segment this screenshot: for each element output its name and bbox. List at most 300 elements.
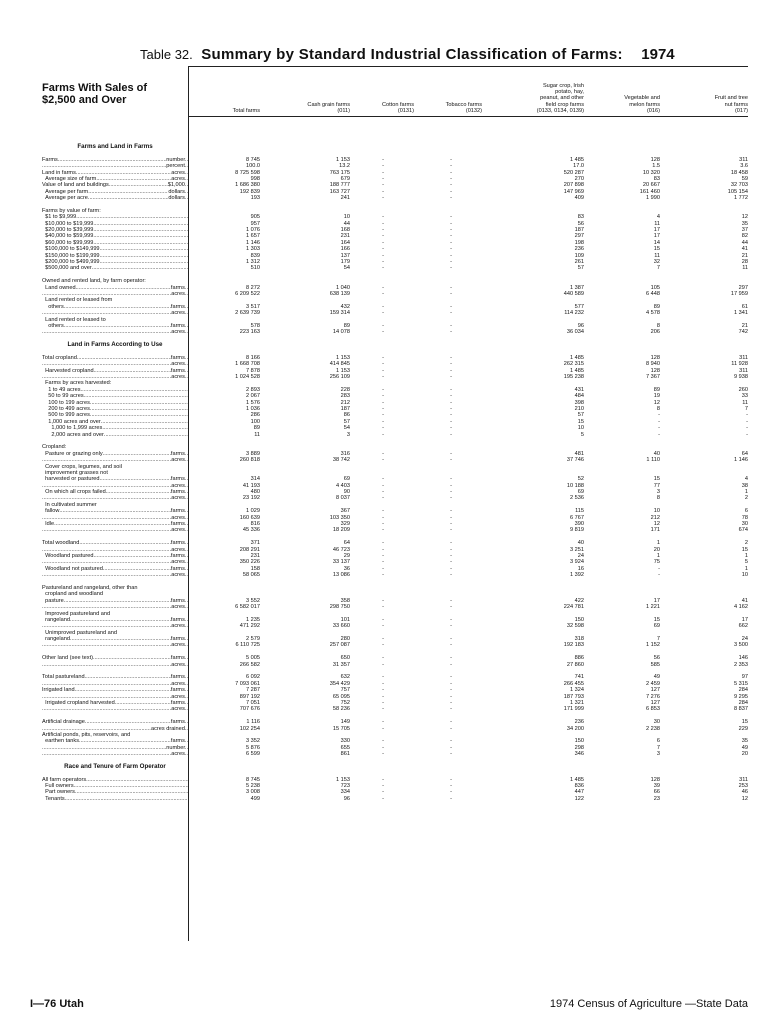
row-label: $1 to $9,999 — [42, 214, 77, 221]
table-cell: - — [382, 163, 384, 170]
column-header-line: (016) — [646, 107, 660, 114]
table-cell: 168 — [340, 227, 350, 234]
table-cell: 128 — [650, 776, 660, 783]
leader-dots — [42, 527, 171, 533]
table-cell: - — [450, 252, 452, 259]
row-label: Land rented or leased from — [42, 297, 113, 304]
table-cell: 206 — [650, 329, 660, 336]
table-cell: 5 876 — [246, 744, 260, 751]
column-header-line: Cotton farms — [381, 101, 414, 108]
table-cell: 1 772 — [734, 195, 748, 202]
table-cell: - — [382, 642, 384, 649]
table-cell: 57 — [577, 265, 584, 272]
table-cell: 158 — [250, 565, 260, 572]
row-label: Land in farms — [42, 169, 76, 176]
table-cell: - — [382, 412, 384, 419]
row-unit: farms.. — [170, 597, 188, 604]
table-cell: 905 — [250, 214, 260, 221]
table-cell: 398 — [574, 399, 584, 406]
row-unit: farms.. — [170, 508, 188, 515]
row-unit: farms.. — [170, 655, 188, 662]
column-header-line: Sugar crop, Irish — [542, 82, 584, 89]
row-unit: acres.. — [171, 290, 188, 297]
row-label: On which all crops failed — [42, 489, 106, 496]
table-cell: 1 686 380 — [235, 182, 260, 189]
column-header-4 — [422, 66, 482, 116]
table-cell: 89 — [253, 425, 260, 432]
table-cell: 223 163 — [239, 329, 260, 336]
table-cell: 5 238 — [246, 783, 260, 790]
row-unit: percent.. — [166, 163, 188, 170]
table-cell: - — [382, 655, 384, 662]
table-cell: 78 — [741, 514, 748, 521]
table-cell: - — [450, 680, 452, 687]
table-cell: 6 448 — [646, 290, 660, 297]
table-cell: 90 — [343, 489, 350, 496]
table-cell: - — [450, 572, 452, 579]
table-cell: 2 459 — [646, 680, 660, 687]
table-cell: 11 — [742, 399, 748, 406]
table-cell: 36 — [343, 565, 350, 572]
table-cell: 56 — [653, 655, 660, 662]
table-cell: 17.0 — [573, 163, 584, 170]
table-cell: 4 — [656, 214, 660, 221]
table-cell: - — [382, 776, 384, 783]
row-label: Pasture or grazing only — [42, 450, 103, 457]
table-cell: - — [450, 719, 452, 726]
table-cell: 103 350 — [329, 514, 350, 521]
table-cell: - — [382, 431, 384, 438]
row-unit: acres.. — [171, 559, 188, 566]
row-label: Other land (see text) — [42, 655, 93, 662]
row-label: $150,000 to $199,999 — [42, 252, 100, 259]
table-cell: - — [450, 559, 452, 566]
table-cell: - — [450, 476, 452, 483]
table-cell: - — [450, 706, 452, 713]
table-cell: 64 — [741, 450, 748, 457]
table-cell: 65 095 — [332, 693, 350, 700]
table-cell: 159 314 — [329, 310, 350, 317]
table-cell: 46 — [741, 789, 748, 796]
row-label: Cover crops, legumes, and soil — [42, 463, 122, 470]
table-cell: 1 324 — [570, 687, 584, 694]
table-cell: - — [450, 597, 452, 604]
table-cell: - — [382, 246, 384, 253]
row-unit: farms.. — [170, 616, 188, 623]
row-unit: $1,000.. — [167, 182, 188, 189]
table-cell: 6 — [744, 508, 748, 515]
table-cell: 207 898 — [563, 182, 584, 189]
table-cell: 28 — [741, 259, 748, 266]
table-cell: - — [382, 233, 384, 240]
table-cell: 270 — [574, 175, 584, 182]
table-cell: 21 — [741, 322, 748, 329]
table-cell: - — [450, 361, 452, 368]
data-column-3 — [354, 144, 414, 802]
table-cell: 318 — [574, 636, 584, 643]
row-label: Tenants — [42, 795, 65, 802]
table-cell: 27 860 — [566, 661, 584, 668]
table-cell: 7 093 061 — [235, 680, 260, 687]
table-cell: 15 — [653, 476, 660, 483]
table-cell: - — [382, 374, 384, 381]
table-cell: 20 — [741, 751, 748, 758]
table-cell: 105 154 — [727, 188, 748, 195]
row-label: 50 to 99 acres — [42, 393, 84, 400]
row-unit: acres.. — [171, 642, 188, 649]
table-cell: 3 517 — [246, 303, 260, 310]
table-cell: 409 — [574, 195, 584, 202]
row-unit: farms.. — [170, 284, 188, 291]
row-label: Farms — [42, 156, 58, 163]
table-cell: - — [450, 303, 452, 310]
table-cell: 179 — [340, 259, 350, 266]
row-unit: farms.. — [170, 367, 188, 374]
table-cell: 228 — [340, 386, 350, 393]
table-cell: 260 — [738, 386, 748, 393]
leader-dots — [65, 796, 188, 802]
table-cell: - — [382, 540, 384, 547]
row-unit: acres.. — [171, 361, 188, 368]
table-cell: - — [450, 744, 452, 751]
table-cell: - — [450, 655, 452, 662]
table-cell: - — [382, 636, 384, 643]
table-cell: 499 — [250, 795, 260, 802]
table-cell: 58 236 — [332, 706, 350, 713]
row-label: Unimproved pastureland and — [42, 629, 117, 636]
table-cell: - — [382, 169, 384, 176]
table-cell: 187 793 — [563, 693, 584, 700]
row-unit: acres.. — [171, 527, 188, 534]
table-cell: 8 — [656, 495, 660, 502]
table-cell: 37 — [741, 227, 748, 234]
stub-row — [42, 329, 188, 335]
table-cell: 329 — [340, 521, 350, 528]
table-cell: 208 291 — [239, 546, 260, 553]
table-cell: - — [450, 329, 452, 336]
table-cell: 316 — [340, 450, 350, 457]
table-cell: 284 — [738, 699, 748, 706]
table-cell: 763 175 — [329, 169, 350, 176]
table-cell: 15 — [577, 418, 584, 425]
table-cell: - — [450, 169, 452, 176]
row-unit: farms.. — [170, 674, 188, 681]
table-cell: 7 287 — [246, 687, 260, 694]
table-cell: - — [450, 725, 452, 732]
table-cell: - — [450, 386, 452, 393]
table-cell: 15 705 — [332, 725, 350, 732]
table-cell: 3 008 — [246, 789, 260, 796]
row-unit: acres.. — [171, 374, 188, 381]
table-cell: 334 — [340, 789, 350, 796]
table-cell: 8 272 — [246, 284, 260, 291]
table-cell: 212 — [650, 514, 660, 521]
table-cell: - — [450, 553, 452, 559]
table-cell: 188 777 — [329, 182, 350, 189]
stub-row — [42, 796, 188, 802]
table-cell: 371 — [250, 540, 260, 547]
table-cell: 77 — [653, 482, 660, 489]
table-cell: - — [382, 182, 384, 189]
table-cell: 298 — [574, 744, 584, 751]
row-label: Woodland not pastured — [42, 565, 103, 572]
row-unit: farms.. — [170, 699, 188, 706]
table-cell: - — [658, 412, 660, 419]
table-cell: - — [382, 290, 384, 297]
table-cell: 64 — [343, 540, 350, 547]
table-cell: - — [382, 175, 384, 182]
table-cell: 23 — [653, 795, 660, 802]
row-label: Woodland pastured — [42, 553, 94, 559]
table-cell: 89 — [343, 322, 350, 329]
row-label: 1,000 to 1,999 acres — [42, 425, 103, 432]
section-heading: Land in Farms According to Use — [67, 341, 163, 349]
row-unit: acres.. — [171, 623, 188, 630]
table-cell: 2 536 — [570, 495, 584, 502]
table-cell: 38 — [741, 482, 748, 489]
table-cell: 11 — [254, 431, 260, 438]
table-cell: - — [382, 789, 384, 796]
table-cell: - — [382, 489, 384, 496]
table-cell: 8 037 — [336, 495, 350, 502]
table-cell: 21 — [741, 252, 748, 259]
table-cell: - — [382, 406, 384, 413]
row-label: others — [42, 322, 64, 329]
table-cell: 35 — [741, 220, 748, 227]
table-cell: 283 — [340, 393, 350, 400]
table-cell: 20 667 — [642, 182, 660, 189]
table-cell: 15 — [653, 616, 660, 623]
table-cell: - — [382, 514, 384, 521]
table-cell: 5 315 — [734, 680, 748, 687]
table-cell: 6 582 017 — [235, 604, 260, 611]
table-cell: 17 — [653, 227, 660, 234]
table-cell: - — [450, 661, 452, 668]
table-cell: - — [450, 182, 452, 189]
row-label: $200,000 to $499,999 — [42, 259, 100, 266]
table-cell: - — [450, 367, 452, 374]
table-cell: 4 403 — [336, 482, 350, 489]
table-cell: 241 — [340, 195, 350, 202]
stub-row — [42, 572, 188, 578]
table-cell: 6 110 725 — [235, 642, 260, 649]
table-cell: 253 — [738, 783, 748, 790]
row-unit: acres.. — [171, 751, 188, 758]
stub-row — [42, 706, 188, 712]
table-cell: 7 — [656, 636, 660, 643]
table-cell: - — [382, 418, 384, 425]
header-bottom-rule — [188, 116, 748, 117]
table-cell: - — [450, 482, 452, 489]
row-unit: farms.. — [170, 354, 188, 361]
table-cell: 10 — [343, 214, 350, 221]
table-cell: 752 — [340, 699, 350, 706]
table-cell: 1 387 — [570, 284, 584, 291]
row-label: Part owners — [42, 789, 75, 796]
column-header-1 — [190, 66, 260, 116]
table-cell: 14 — [653, 239, 660, 246]
table-cell: 311 — [739, 776, 748, 783]
table-cell: 6 599 — [246, 751, 260, 758]
table-cell: 146 — [738, 655, 748, 662]
row-unit: farms.. — [170, 738, 188, 745]
table-cell: 3 552 — [246, 597, 260, 604]
table-cell: 5 — [580, 431, 584, 438]
table-cell: 150 — [574, 616, 584, 623]
table-cell: - — [382, 227, 384, 234]
stub-row — [42, 195, 188, 201]
table-cell: - — [382, 220, 384, 227]
table-cell: 1 153 — [336, 354, 350, 361]
table-cell: 3 500 — [734, 642, 748, 649]
data-column-2 — [270, 144, 350, 802]
table-cell: 128 — [650, 354, 660, 361]
table-cell: - — [450, 642, 452, 649]
table-cell: 390 — [574, 521, 584, 528]
table-cell: 1 235 — [246, 616, 260, 623]
table-cell: - — [382, 476, 384, 483]
table-cell: 1 485 — [570, 367, 584, 374]
row-label: Average size of farm — [42, 175, 97, 182]
table-cell: 484 — [574, 393, 584, 400]
table-cell: 54 — [343, 265, 350, 272]
table-cell: 97 — [741, 674, 748, 681]
table-cell: 431 — [574, 386, 584, 393]
table-cell: - — [450, 290, 452, 297]
table-cell: 10 — [741, 572, 748, 579]
table-cell: 11 — [742, 265, 748, 272]
row-unit: acres.. — [171, 572, 188, 579]
table-cell: 330 — [340, 738, 350, 745]
table-cell: 16 — [577, 565, 584, 572]
row-label: harvested or pastured — [42, 476, 100, 483]
table-cell: 6 853 — [646, 706, 660, 713]
table-cell: - — [382, 597, 384, 604]
table-cell: 46 723 — [332, 546, 350, 553]
table-cell: 8 837 — [734, 706, 748, 713]
table-cell: 260 818 — [239, 457, 260, 464]
table-cell: 24 — [741, 636, 748, 643]
table-cell: - — [382, 156, 384, 163]
table-cell: - — [450, 789, 452, 796]
table-cell: 9 295 — [734, 693, 748, 700]
row-unit: dollars.. — [168, 195, 188, 202]
table-cell: - — [746, 418, 748, 425]
table-cell: 12 — [653, 399, 660, 406]
table-cell: 447 — [574, 789, 584, 796]
table-cell: - — [450, 699, 452, 706]
table-cell: - — [382, 565, 384, 572]
table-cell: 7 — [656, 265, 660, 272]
row-label: $500,000 and over — [42, 265, 92, 272]
table-title — [140, 46, 760, 64]
table-cell: 1 — [656, 553, 660, 559]
column-header-line: Total farms — [232, 107, 260, 114]
table-cell: 39 — [653, 783, 660, 790]
table-cell: - — [450, 406, 452, 413]
row-label: Value of land and buildings — [42, 182, 109, 189]
table-cell: - — [450, 322, 452, 329]
table-cell: 224 781 — [563, 604, 584, 611]
table-cell: 66 — [653, 789, 660, 796]
table-cell: 311 — [739, 156, 748, 163]
table-cell: 40 — [577, 540, 584, 547]
table-cell: 2 067 — [246, 393, 260, 400]
table-cell: 480 — [250, 489, 260, 496]
table-cell: 998 — [250, 175, 260, 182]
row-label: $60,000 to $99,999 — [42, 239, 94, 246]
row-label: cropland and woodland — [42, 591, 103, 598]
table-cell: 57 — [343, 418, 350, 425]
table-cell: 707 676 — [239, 706, 260, 713]
table-cell: - — [450, 795, 452, 802]
table-cell: 1 — [744, 553, 748, 559]
table-cell: 163 727 — [329, 188, 350, 195]
row-label: Farms by acres harvested: — [42, 380, 112, 387]
table-cell: - — [382, 252, 384, 259]
table-cell: 171 999 — [563, 706, 584, 713]
table-cell: 679 — [340, 175, 350, 182]
table-cell: - — [450, 636, 452, 643]
row-unit: dollars.. — [168, 188, 188, 195]
table-cell: 17 — [741, 616, 748, 623]
row-label: 2,000 acres and over — [42, 431, 104, 438]
table-cell: 1 221 — [646, 604, 660, 611]
leader-dots — [92, 265, 188, 271]
row-label: others — [42, 303, 64, 310]
row-unit: number.. — [166, 744, 188, 751]
table-cell: 150 — [574, 738, 584, 745]
table-cell: - — [382, 322, 384, 329]
table-cell: - — [382, 367, 384, 374]
row-label: Average per acre — [42, 195, 88, 202]
table-cell: - — [450, 195, 452, 202]
table-cell: 100 — [250, 418, 260, 425]
table-cell: 231 — [250, 553, 260, 559]
stub-row — [42, 432, 188, 438]
table-cell: 957 — [250, 220, 260, 227]
row-label: improvement grasses not — [42, 469, 108, 476]
table-cell: 187 — [340, 406, 350, 413]
table-cell: 17 — [653, 233, 660, 240]
table-cell: 149 — [340, 719, 350, 726]
table-cell: 54 — [343, 425, 350, 432]
table-cell: 44 — [741, 239, 748, 246]
table-cell: 20 — [653, 546, 660, 553]
table-cell: 8 166 — [246, 354, 260, 361]
row-label: Cropland: — [42, 444, 67, 451]
table-cell: 638 139 — [329, 290, 350, 297]
table-cell: 37 746 — [566, 457, 584, 464]
table-cell: - — [450, 751, 452, 758]
row-label: Total pastureland — [42, 674, 85, 681]
table-cell: 8 745 — [246, 156, 260, 163]
table-cell: - — [450, 693, 452, 700]
table-cell: 261 — [574, 259, 584, 266]
leader-dots — [42, 329, 171, 335]
table-cell: - — [382, 680, 384, 687]
table-cell: - — [450, 565, 452, 572]
table-cell: 32 — [653, 259, 660, 266]
table-cell: - — [450, 514, 452, 521]
table-cell: 164 — [340, 239, 350, 246]
table-cell: 1 110 — [646, 457, 660, 464]
table-cell: - — [450, 616, 452, 623]
table-cell: - — [450, 521, 452, 528]
table-cell: 18 458 — [730, 169, 748, 176]
table-cell: 195 238 — [563, 374, 584, 381]
table-cell: 350 226 — [239, 559, 260, 566]
